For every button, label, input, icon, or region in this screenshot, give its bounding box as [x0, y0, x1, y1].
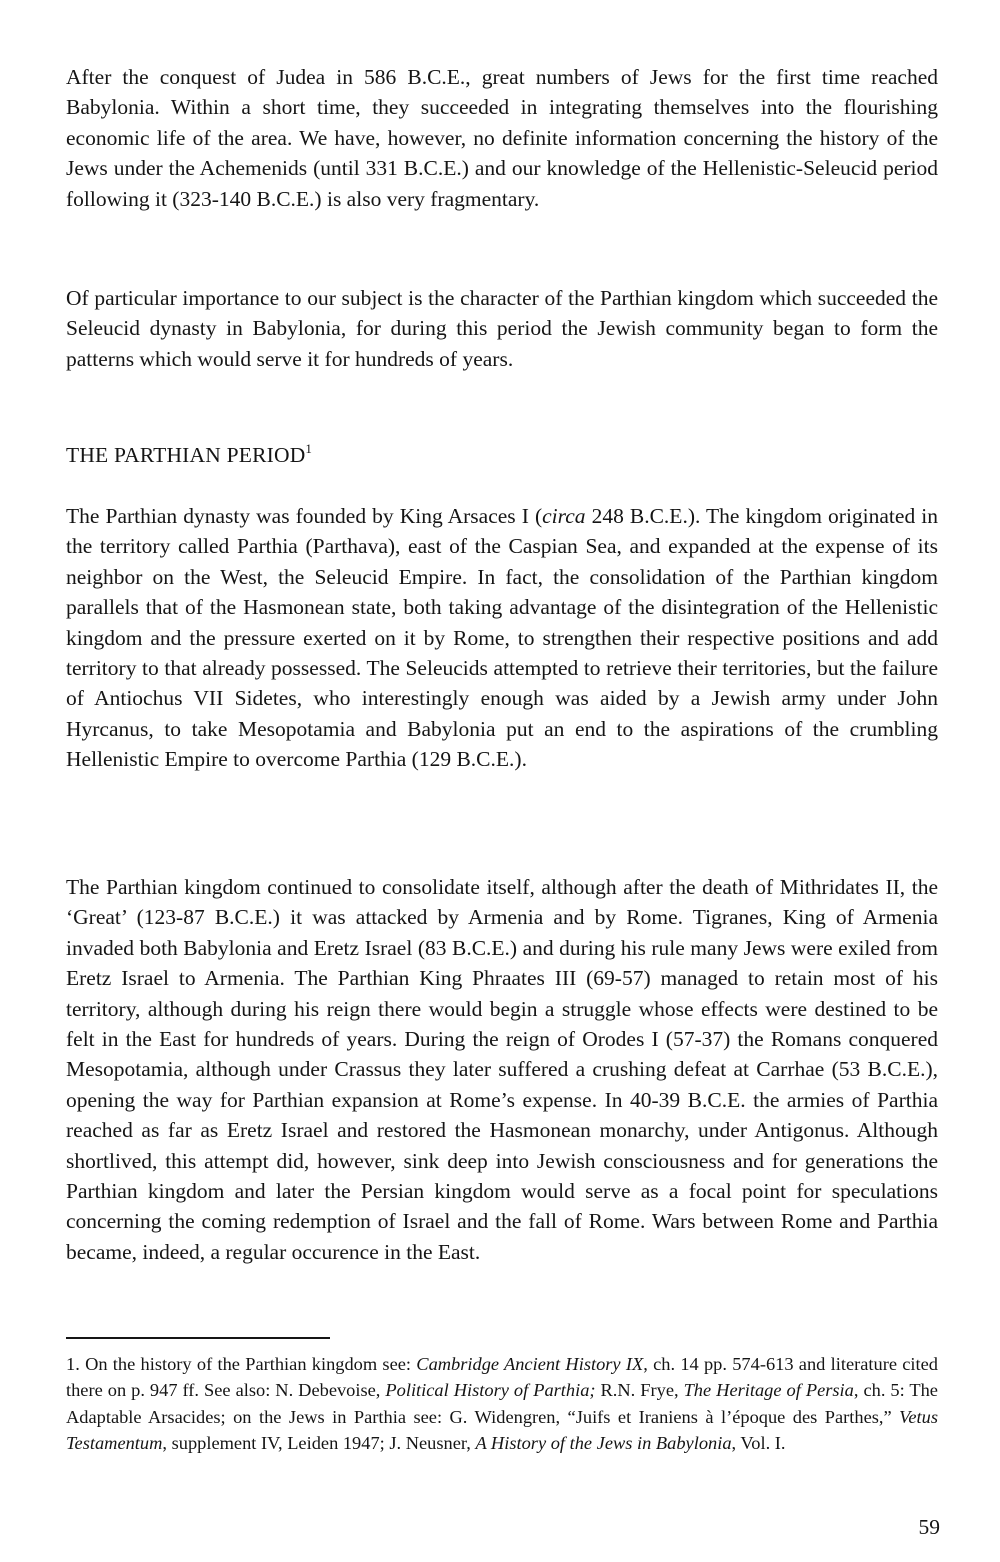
footnote-text: On the history of the Parthian kingdom see:	[79, 1354, 417, 1374]
footnote-text: R.N. Frye,	[595, 1380, 684, 1401]
footnote-text: , ch. 5: The Adaptable Arsacides; on the Jews in Parthia see: G. Widengren, “Juifs et Iraniens à l’époque des Parthes,”	[66, 1380, 938, 1427]
paragraph-text: The Parthian dynasty was founded by King Arsaces I (	[66, 504, 543, 528]
paragraph-importance: Of particular importance to our subject is the character of the Parthian kingdom which succeeded the Seleucid dynasty in Babylonia, for during this period the Jewish community began to form the patterns which would serve it for hundreds of years.	[66, 286, 938, 371]
paragraph-intro: After the conquest of Judea in 586 B.C.E., great numbers of Jews for the first time reached Babylonia. Within a short time, they succeeded in integrating themselves into the flourishing economic life of the area. We have, however, no definite information concerning the history of the Jews under the Achemenids (until 331 B.C.E.) and our knowledge of the Hellenistic-Seleucid period following it (323-140 B.C.E.) is also very fragmentary.	[66, 65, 938, 211]
section-heading-text: THE PARTHIAN PERIOD	[66, 443, 306, 467]
footnote-reference[interactable]: 1	[305, 441, 313, 456]
section-heading	[66, 440, 312, 470]
footnote-title: Vetus Testamentum	[66, 1406, 938, 1454]
footnote-text: , supplement IV, Leiden 1947; J. Neusner,	[162, 1433, 476, 1454]
footnote-title: Political History of Parthia;	[385, 1380, 596, 1401]
italic-term: circa	[542, 504, 586, 528]
footnote-title: Cambridge Ancient History IX	[416, 1354, 644, 1374]
footnote-text: , Vol. I.	[731, 1433, 786, 1454]
footnote	[66, 1351, 938, 1457]
footnote-number: 1.	[66, 1354, 80, 1374]
paragraph-parthian-dynasty	[66, 501, 938, 775]
footnote-divider	[66, 1337, 330, 1339]
footnote-text: , ch. 14 pp. 574-613 and literature cited there on p. 947 ff. See also: N. Debevoise,	[66, 1354, 939, 1401]
footnote-title: The Heritage of Persia	[683, 1380, 854, 1401]
paragraph-text: 248 B.C.E.). The kingdom originated in the territory called Parthia (Parthava), east of the Caspian Sea, and expanded at the expense of its neighbor on the West, the Seleucid Empire. In fact, the consolidation of the Parthian kingdom parallels that of the Hasmonean state, both taking advantage of the disintegration of the Hellenistic kingdom and the pressure exerted on it by Rome, to strengthen their respective positions and add territory to that already possessed. The Seleucids attempted to retrieve their territories, but the failure of Antiochus VII Sidetes, who interestingly enough was aided by a Jewish army under John Hyrcanus, to take Mesopotamia and Babylonia put an end to the aspirations of the crumbling Hellenistic Empire to overcome Parthia (129 B.C.E.).	[66, 504, 938, 772]
paragraph-parthian-consolidation: The Parthian kingdom continued to consolidate itself, although after the death of Mithridates II, the ‘Great’ (123-87 B.C.E.) it was attacked by Armenia and by Rome. Tigranes, King of Armenia invaded both Babylonia and Eretz Israel (83 B.C.E.) and during his rule many Jews were exiled from Eretz Israel to Armenia. The Parthian King Phraates III (69-57) managed to retain most of his territory, although during his reign there would begin a struggle whose effects were destined to be felt in the East for hundreds of years. During the reign of Orodes I (57-37) the Romans conquered Mesopotamia, although under Crassus they later suffered a crushing defeat at Carrhae (53 B.C.E.), opening the way for Parthian expansion at Rome’s expense. In 40-39 B.C.E. the armies of Parthia reached as far as Eretz Israel and restored the Hasmonean monarchy, under Antigonus. Although shortlived, this attempt did, however, sink deep into Jewish consciousness and for generations the Parthian kingdom and later the Persian kingdom would serve as a focal point for speculations concerning the coming redemption of Israel and the fall of Rome. Wars between Rome and Parthia became, indeed, a regular occurence in the East.	[66, 875, 938, 1264]
page-number: 59	[918, 1515, 940, 1539]
footnote-title: A History of the Jews in Babylonia	[475, 1433, 732, 1454]
